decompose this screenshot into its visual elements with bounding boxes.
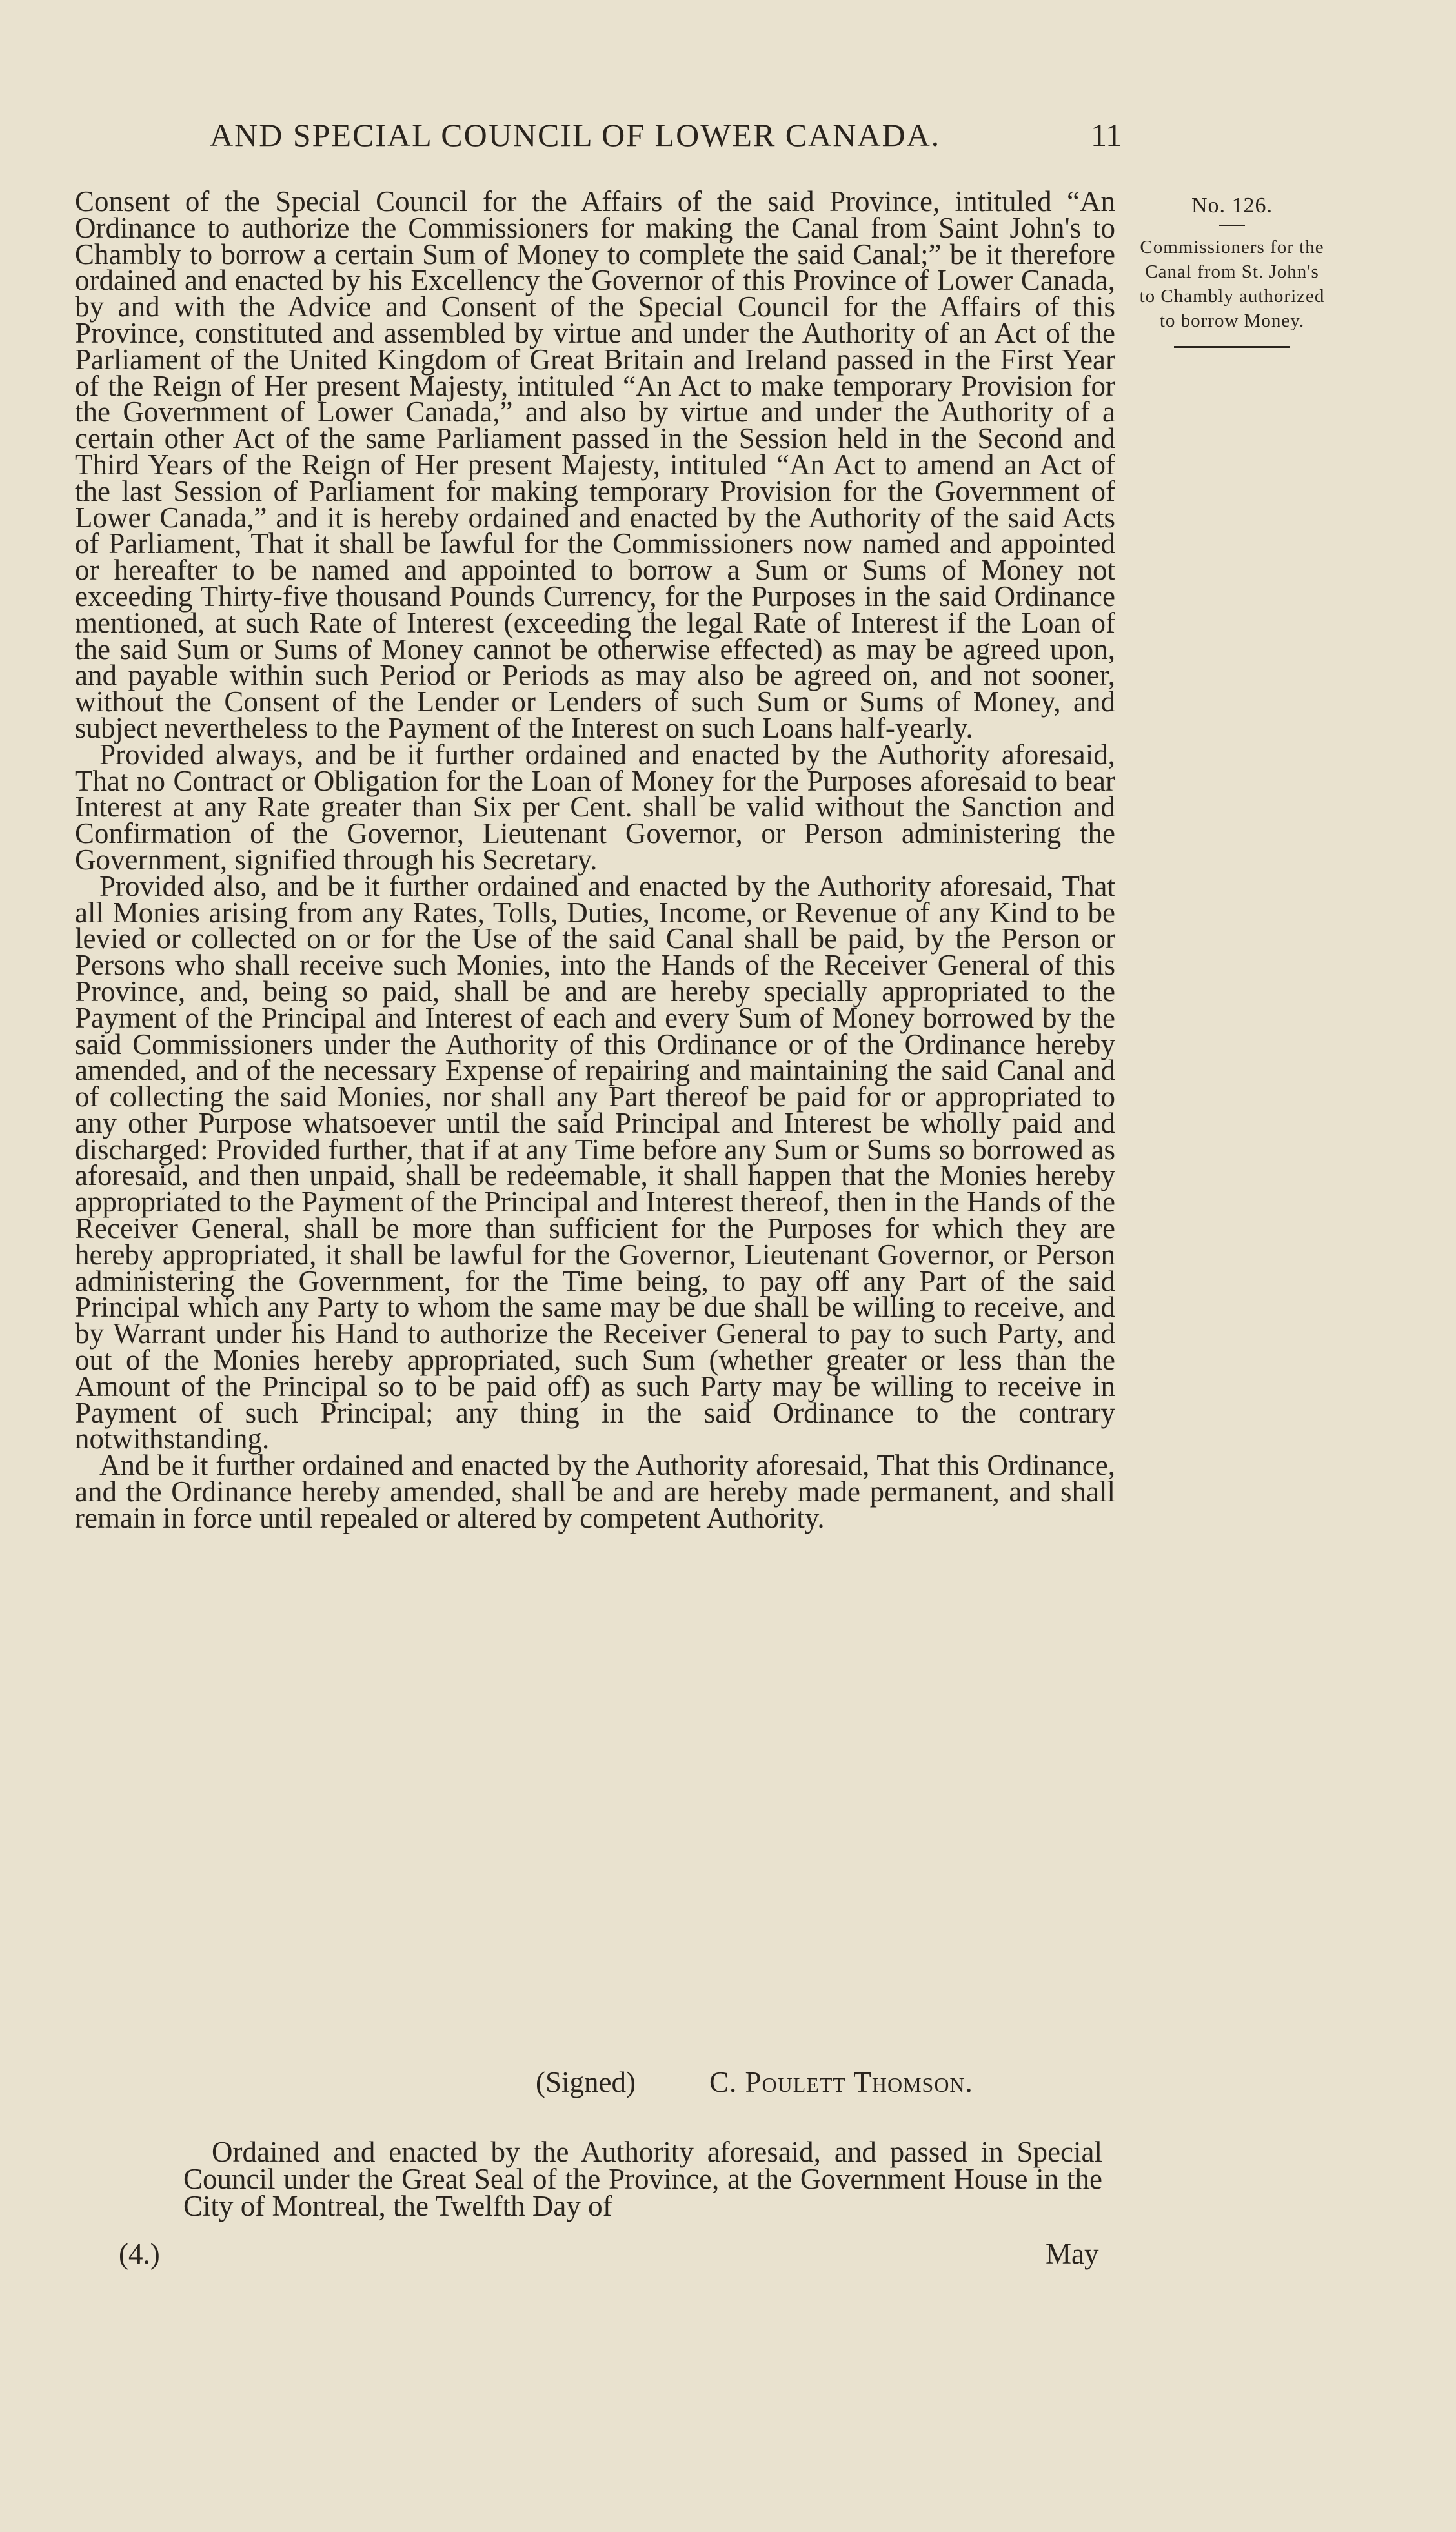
signer-name: C. Poulett Thomson. [709, 2066, 973, 2098]
signed-label: (Signed) [536, 2066, 636, 2098]
paragraph-1: Consent of the Special Council for the Affairs of the said Province, intituled “An Ordinance to authorize the Commissioners for making the Canal from Saint John's to Chambly to borrow a certain Sum of Money to complete the said Canal;” be it therefore ordained and enacted by his Excellency the Governor of this Province of Lower Canada, by and with the Advice and Consent of the Special Council for the Affairs of this Province, constituted and assembled by virtue and under the Authority of an Act of the Parliament of the United Kingdom of Great Britain and Ireland passed in the First Year of the Reign of Her present Majesty, intituled “An Act to make temporary Provision for the Government of Lower Canada,” and also by virtue and under the Authority of a certain other Act of the same Parliament passed in the Session held in the Second and Third Years of the Reign of Her present Majesty, intituled “An Act to amend an Act of the last Session of Parliament for making temporary Provision for the Government of Lower Canada,” and it is hereby ordained and enacted by the Authority of the said Acts of Parliament, That it shall be lawful for the Commissioners now named and appointed or hereafter to be named and appointed to borrow a Sum or Sums of Money not exceeding Thirty-five thousand Pounds Currency, for the Purposes in the said Ordinance mentioned, at such Rate of Interest (exceeding the legal Rate of Interest if the Loan of the said Sum or Sums of Money cannot be otherwise effected) as may be agreed upon, and payable within such Period or Periods as may also be agreed on, and not sooner, without the Consent of the Lender or Lenders of such Sum or Sums of Money, and subject nevertheless to the Payment of the Interest on such Loans half-yearly. [75, 185, 1115, 744]
margin-note-text: Commissioners for the Canal from St. John's to Chambly authorized to borrow Money. [1139, 237, 1325, 331]
act-number: No. 126. [1191, 194, 1273, 218]
paragraph-2: Provided always, and be it further ordained and enacted by the Authority aforesaid, That no Contract or Obligation for the Loan of Money for the Purposes aforesaid to bear Interest at any Rate greater than Six per Cent. shall be valid without the Sanction and Confirmation of the Governor, Lieutenant Governor, or Person administering the Government, signified through his Secretary. [75, 738, 1115, 876]
margin-rule [1174, 346, 1290, 348]
margin-note [1135, 194, 1330, 348]
ordinance-body [75, 185, 1116, 1534]
divider [1219, 225, 1245, 226]
paragraph-3: Provided also, and be it further ordained and enacted by the Authority aforesaid, That all Monies arising from any Rates, Tolls, Duties, Income, or Revenue of any Kind to be levied or collected on or for the Use of the said Canal shall be paid, by the Person or Persons who shall receive such Monies, into the Hands of the Receiver General of this Province, and, being so paid, shall be and are hereby specially appropriated to the Payment of the Principal and Interest of each and every Sum of Money borrowed by the said Commissioners under the Authority of this Ordinance or of the Ordinance hereby amended, and of the necessary Expense of repairing and maintaining the said Canal and of collecting the said Monies, nor shall any Part thereof be paid for or appropriated to any other Purpose whatsoever until the said Principal and Interest be wholly paid and discharged: Provided further, that if at any Time before any Sum or Sums so borrowed as aforesaid, and then unpaid, shall be redeemable, it shall happen that the Monies hereby appropriated to the Payment of the Principal and Interest thereof, then in the Hands of the Receiver General, shall be more than sufficient for the Purposes for which they are hereby appropriated, it shall be lawful for the Governor, Lieutenant Governor, or Person administering the Government, for the Time being, to pay off any Part of the said Principal which any Party to whom the same may be due shall be willing to receive, and by Warrant under his Hand to authorize the Receiver General to pay to such Party, and out of the Monies hereby appropriated, such Sum (whether greater or less than the Amount of the Principal so to be paid off) as such Party may be willing to receive in Payment of such Principal; any thing in the said Ordinance to the contrary notwithstanding. [75, 869, 1116, 1455]
catchword: May [1046, 2238, 1099, 2270]
signature-line [536, 2065, 973, 2099]
signature-mark: (4.) [119, 2238, 160, 2270]
enactment-clause: Ordained and enacted by the Authority aforesaid, and passed in Special Council under the Great Seal of the Province, at the Government House in the City of Montreal, the Twelfth Day of [183, 2136, 1102, 2222]
running-head: AND SPECIAL COUNCIL OF LOWER CANADA. [210, 117, 941, 153]
page-number: 11 [1091, 117, 1122, 153]
paragraph-4: And be it further ordained and enacted by the Authority aforesaid, That this Ordinance, and the Ordinance hereby amended, shall be and are hereby made permanent, and shall remain in force until repealed or altered by competent Authority. [75, 1449, 1115, 1534]
